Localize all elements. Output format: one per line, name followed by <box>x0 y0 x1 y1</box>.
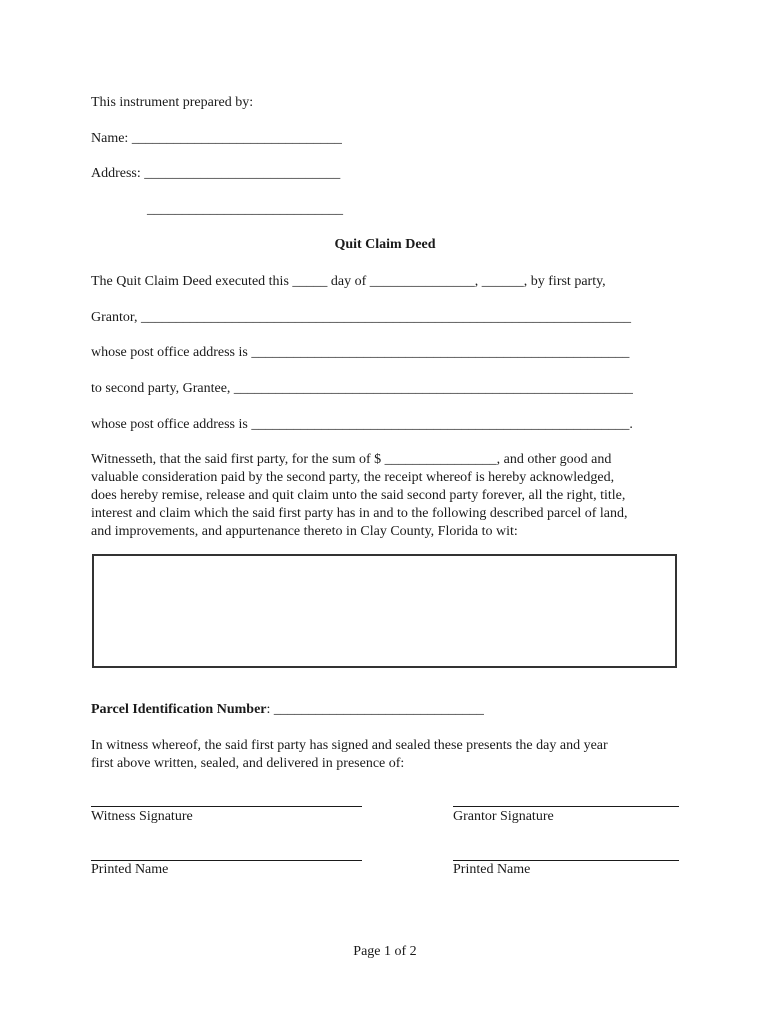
prepared-by-label: This instrument prepared by: <box>91 95 254 110</box>
witnesseth-paragraph <box>91 451 681 541</box>
witnesseth-line: interest and claim which the said first party has in and to the following described parcel of land, <box>91 506 628 521</box>
grantor-address-field[interactable]: whose post office address is ______________________________________________________ <box>91 345 630 360</box>
address-field-line2[interactable]: ____________________________ <box>147 202 343 217</box>
page-number: Page 1 of 2 <box>353 944 417 959</box>
witness-printed-name-label: Printed Name <box>91 862 169 877</box>
document-title: Quit Claim Deed <box>334 237 436 252</box>
in-witness-paragraph <box>91 737 681 773</box>
grantor-signature-label: Grantor Signature <box>453 809 554 824</box>
grantee-field[interactable]: to second party, Grantee, _________________________________________________________ <box>91 381 633 396</box>
witness-signature-label: Witness Signature <box>91 809 193 824</box>
in-witness-line: first above written, sealed, and delivered in presence of: <box>91 756 405 771</box>
parcel-description-box[interactable] <box>92 554 677 668</box>
grantor-field[interactable]: Grantor, ______________________________________________________________________ <box>91 310 631 325</box>
address-field[interactable]: Address: ____________________________ <box>91 166 341 181</box>
witnesseth-line[interactable]: Witnesseth, that the said first party, for the sum of $ ________________, and other good and <box>91 452 612 467</box>
witness-signature-line[interactable] <box>91 806 362 807</box>
witnesseth-line: valuable consideration paid by the second party, the receipt whereof is hereby acknowledged, <box>91 470 615 485</box>
grantor-signature-line[interactable] <box>453 806 679 807</box>
witnesseth-line: and improvements, and appurtenance thereto in Clay County, Florida to wit: <box>91 524 518 539</box>
witnesseth-line: does hereby remise, release and quit claim unto the said second party forever, all the right, title, <box>91 488 626 503</box>
grantee-address-field[interactable]: whose post office address is ______________________________________________________. <box>91 417 633 432</box>
parcel-id-blank[interactable]: : ______________________________ <box>266 702 484 717</box>
grantor-printed-name-label: Printed Name <box>453 862 531 877</box>
parcel-id-label: Parcel Identification Number <box>91 702 267 717</box>
executed-date-field[interactable]: The Quit Claim Deed executed this _____ day of _______________, ______, by first party, <box>91 274 606 289</box>
parcel-id-field[interactable] <box>91 701 484 719</box>
in-witness-line: In witness whereof, the said first party has signed and sealed these presents the day and year <box>91 738 608 753</box>
name-field[interactable]: Name: ______________________________ <box>91 131 342 146</box>
